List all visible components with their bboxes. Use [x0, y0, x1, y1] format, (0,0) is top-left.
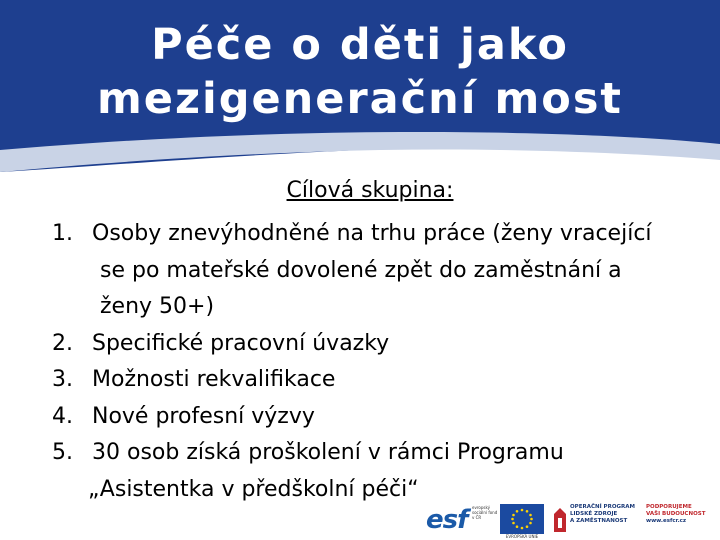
section-subtitle: Cílová skupina:	[286, 178, 454, 203]
list-item-line: Možnosti rekvalifikace	[92, 367, 336, 392]
list-item-line: 30 osob získá proškolení v rámci Programu	[92, 440, 564, 465]
header-banner	[0, 0, 720, 172]
list-item-number: 2.	[52, 330, 73, 356]
podporujeme-logo	[646, 504, 720, 538]
list-item	[52, 326, 692, 363]
list-item	[52, 216, 692, 326]
list-item-number: 1.	[52, 221, 73, 246]
eu-caption: EVROPSKÁ UNIE	[505, 534, 539, 539]
op-line-2: LIDSKÉ ZDROJE	[570, 511, 618, 517]
op-line-1: OPERAČNÍ PROGRAM	[570, 504, 635, 510]
list-item-number: 4.	[52, 403, 73, 429]
pod-url: www.esfcr.cz	[646, 518, 687, 524]
list-item	[52, 399, 692, 436]
target-group-list	[52, 216, 692, 508]
esf-logo-caption: evropský sociální fond v ČR	[472, 505, 498, 520]
list-item-number: 3.	[52, 367, 73, 392]
list-item-line: Osoby znevýhodněné na trhu práce (ženy vracející	[92, 221, 652, 246]
list-item-number: 5.	[52, 440, 73, 465]
page-title	[0, 18, 720, 126]
list-item	[52, 435, 692, 508]
list-item-line: Nové profesní výzvy	[92, 403, 315, 429]
op-lzz-logo	[552, 504, 652, 538]
list-item-line: Specifické pracovní úvazky	[92, 330, 390, 356]
list-item-line: ženy 50+)	[100, 294, 215, 319]
op-text	[570, 504, 652, 525]
list-item-line: se po mateřské dovolené zpět do zaměstnání a	[100, 257, 622, 283]
title-line-1: Péče o děti jako	[151, 20, 569, 70]
list-item	[52, 362, 692, 399]
op-line-3: A ZAMĚSTNANOST	[570, 518, 628, 524]
eu-flag-icon	[500, 504, 544, 534]
pod-line-2: VAŠI BUDOUCNOST	[646, 511, 706, 517]
esf-logo-text: esf	[426, 505, 468, 535]
list-item-line: „Asistentka v předškolní péči“	[88, 476, 419, 502]
op-emblem-icon	[552, 506, 568, 536]
esf-logo	[426, 503, 496, 537]
funding-logos-strip	[420, 500, 720, 540]
pod-line-1: PODPORUJEME	[646, 504, 692, 510]
title-line-2: mezigenerační most	[97, 74, 623, 124]
